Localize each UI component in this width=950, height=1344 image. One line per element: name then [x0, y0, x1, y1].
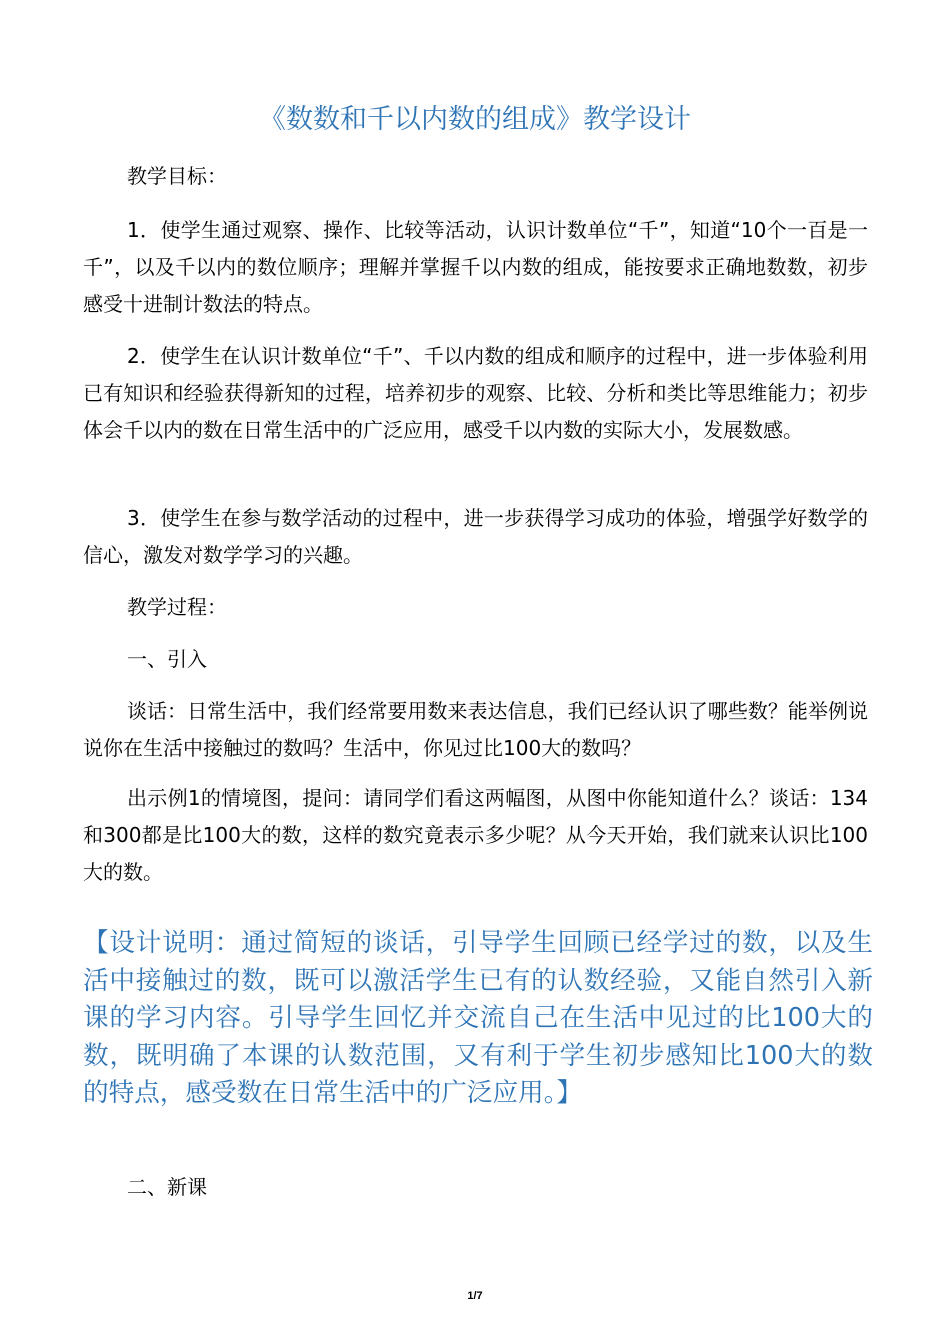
example-1-paragraph: 出示例1的情境图，提问：请同学们看这两幅图，从图中你能知道什么？谈话：134和300都是比100大的数，这样的数究竟表示多少呢？从今天开始，我们就来认识比100大的数。	[83, 786, 868, 884]
page-number: 1/7	[467, 1290, 483, 1302]
section-2-heading: 二、新课	[127, 1175, 207, 1199]
process-heading: 教学过程：	[127, 595, 227, 619]
design-note: 【设计说明：通过简短的谈话，引导学生回顾已经学过的数，以及生活中接触过的数，既可以激活学生已有的认数经验，又能自然引入新课的学习内容。引导学生回忆并交流自己在生活中见过的比100大的数，既明确了本课的认数范围，又有利于学生初步感知比100大的数的特点，感受数在日常生活中的广泛应用。】	[83, 928, 873, 1108]
goal-2-paragraph: 2．使学生在认识计数单位“千”、千以内数的组成和顺序的过程中，进一步体验利用已有知识和经验获得新知的过程，培养初步的观察、比较、分析和类比等思维能力；初步体会千以内的数在日常生活中的广泛应用，感受千以内数的实际大小，发展数感。	[83, 344, 868, 442]
goal-1-paragraph: 1．使学生通过观察、操作、比较等活动，认识计数单位“千”，知道“10个一百是一千”，以及千以内的数位顺序；理解并掌握千以内数的组成，能按要求正确地数数，初步感受十进制计数法的特点。	[83, 218, 868, 316]
goal-3-paragraph: 3．使学生在参与数学活动的过程中，进一步获得学习成功的体验，增强学好数学的信心，激发对数学学习的兴趣。	[83, 506, 868, 567]
document-title: 《数数和千以内数的组成》教学设计	[259, 104, 691, 135]
section-1-heading: 一、引入	[127, 647, 207, 671]
goals-heading: 教学目标：	[127, 164, 227, 188]
talk-1-paragraph: 谈话：日常生活中，我们经常要用数来表达信息，我们已经认识了哪些数？能举例说说你在生活中接触过的数吗？生活中，你见过比100大的数吗？	[83, 699, 868, 760]
